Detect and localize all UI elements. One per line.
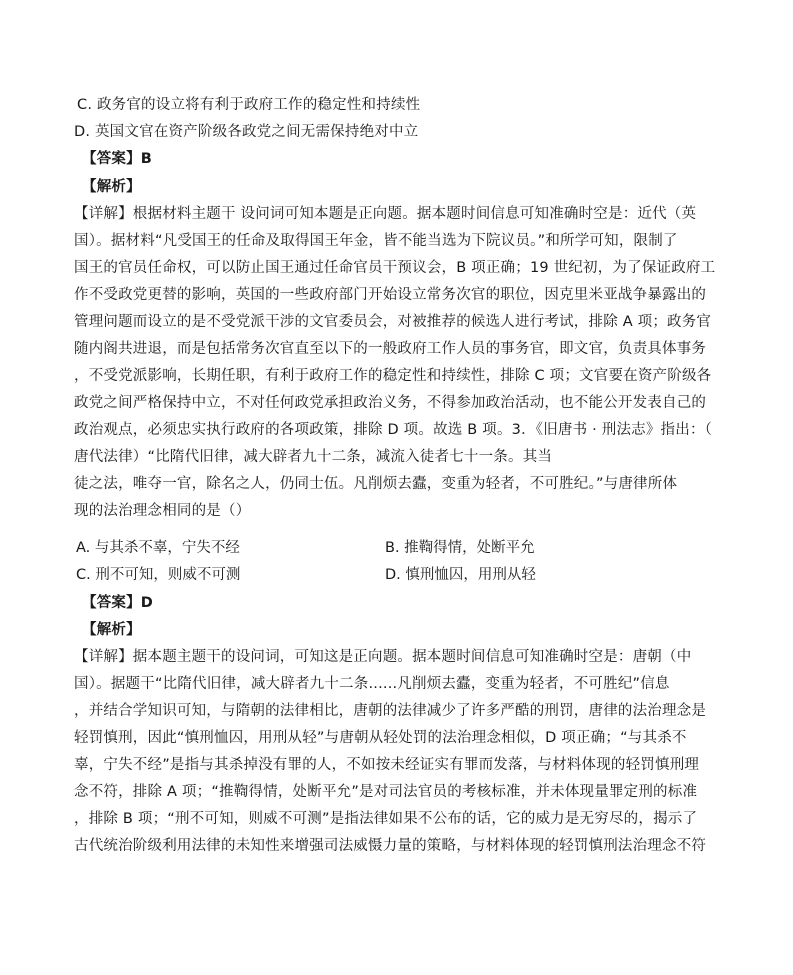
answer-label: 【答案】B [82, 151, 153, 167]
analysis-label: 【解析】 [82, 179, 141, 195]
detail-line: 唐代法律）“比隋代旧律，减大辟者九十二条，减流入徒者七十一条。其当 [74, 449, 553, 465]
option-a: A. 与其杀不辜，宁失不经 [76, 540, 240, 556]
detail-line: ，排除 B 项；“刑不可知，则威不可测”是指法律如果不公布的话，它的威力是无穷尽的，揭示了 [74, 811, 698, 827]
detail-line: 【详解】据本题主题干的设问词，可知这是正向题。据本题时间信息可知准确时空是：唐朝（中 [74, 649, 692, 665]
detail-line: 政治观点，必须忠实执行政府的各项政策，排除 D 项。故选 B 项。3．《旧唐书 · 刑法志》指出：（ [74, 422, 713, 438]
detail-line: 国王的官员任命权，可以防止国王通过任命官员干预议会，B 项正确；19 世纪初，为了保证政府工 [74, 260, 716, 276]
analysis-label: 【解析】 [82, 622, 141, 638]
detail-line: ，不受党派影响，长期任职，有利于政府工作的稳定性和持续性，排除 C 项；文官要在资产阶级各 [74, 368, 712, 384]
option-d: D. 英国文官在资产阶级各政党之间无需保持绝对中立 [74, 124, 419, 140]
detail-line: 管理问题而设立的是不受党派干涉的文官委员会，对被推荐的候选人进行考试，排除 A 项；政务官 [74, 314, 712, 330]
answer-label: 【答案】D [82, 595, 154, 611]
detail-line: 随内阁共进退，而是包括常务次官直至以下的一般政府工作人员的事务官，即文官，负责具体事务 [74, 341, 707, 357]
detail-line: 轻罚慎刑，因此“慎刑恤囚，用刑从轻”与唐朝从轻处罚的法治理念相似，D 项正确；“与其杀不 [74, 730, 687, 746]
detail-line: 徒之法，唯夺一官，除名之人，仍同士伍。凡削烦去蠹，变重为轻者，不可胜纪。”与唐律所体 [74, 476, 678, 492]
option-c: C. 刑不可知，则威不可测 [76, 567, 241, 583]
detail-line: 国）。据题干“比隋代旧律，减大辟者九十二条......凡削烦去蠹，变重为轻者，不可胜纪”信息 [74, 676, 670, 692]
detail-line: 古代统治阶级利用法律的未知性来增强司法威慑力量的策略，与材料体现的轻罚慎刑法治理念不符 [74, 838, 707, 854]
detail-line: 国）。据材料“凡受国王的任命及取得国王年金，皆不能当选为下院议员。”和所学可知，限制了 [74, 233, 678, 249]
detail-line: 念不符，排除 A 项；“推鞫得情，处断平允”是对司法官员的考核标准，并未体现量罪定刑的标准 [74, 784, 698, 800]
detail-line: 辜，宁失不经”是指与其杀掉没有罪的人，不如按未经证实有罪而发落，与材料体现的轻罚慎刑理 [74, 757, 700, 773]
option-b: B. 推鞫得情，处断平允 [385, 540, 535, 556]
option-c: C. 政务官的设立将有利于政府工作的稳定性和持续性 [77, 97, 421, 113]
detail-line: ，并结合学知识可知，与隋朝的法律相比，唐朝的法律减少了许多严酷的刑罚，唐律的法治理念是 [74, 703, 707, 719]
detail-line: 【详解】根据材料主题干 设问词可知本题是正向题。据本题时间信息可知准确时空是：近代（英 [74, 206, 697, 222]
detail-line: 现的法治理念相同的是（） [74, 503, 251, 519]
option-d: D. 慎刑恤囚，用刑从轻 [385, 567, 536, 583]
detail-line: 政党之间严格保持中立，不对任何政党承担政治义务，不得参加政治活动，也不能公开发表自己的 [74, 395, 707, 411]
detail-line: 作不受政党更替的影响，英国的一些政府部门开始设立常务次官的职位，因克里米亚战争暴露出的 [74, 287, 707, 303]
